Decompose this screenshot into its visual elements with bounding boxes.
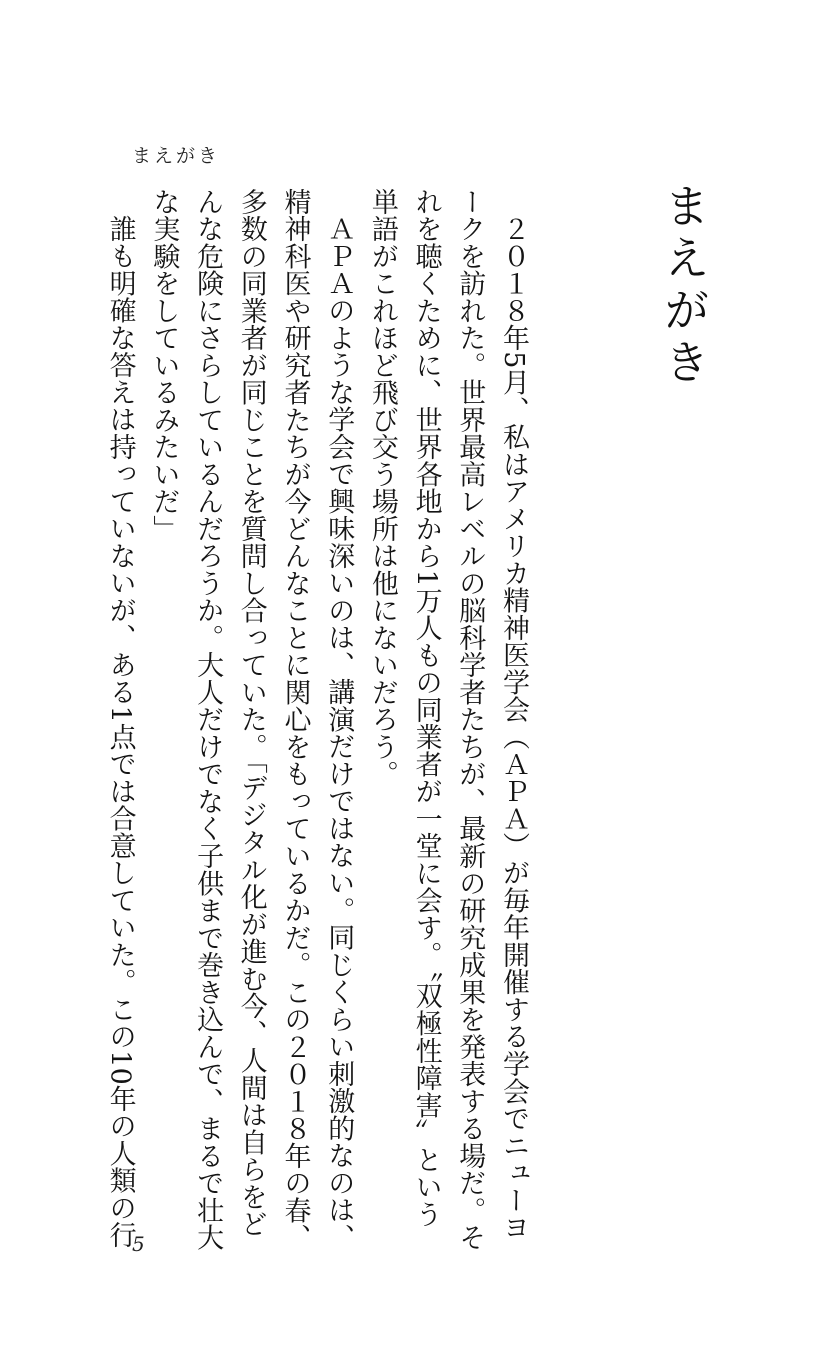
- text-line: 多数の同業者が同じことを質問し合っていた。「デジタル化が進む今、人間は自らをど: [235, 188, 267, 1238]
- text-line: んな危険にさらしているんだろうか。大人だけでなく子供まで巻き込んで、まるで壮大: [192, 188, 224, 1252]
- paragraph-3: [98, 188, 142, 1249]
- text-line: 精神科医や研究者たちが今どんなことに関心をもっているかだ。この２０１８年の春、: [279, 188, 311, 1252]
- running-header: まえがき: [132, 145, 221, 167]
- chapter-title: まえがき: [657, 182, 711, 390]
- text-line: れを聴くために、世界各地から1万人もの同業者が一堂に会す。〝双極性障害〟という: [410, 188, 442, 1228]
- text-line: ークを訪れた。世界最高レベルの脳科学者たちが、最新の研究成果を発表する場だ。そ: [454, 188, 486, 1252]
- body-text: [98, 188, 535, 1252]
- text-line: 誰も明確な答えは持っていないが、ある1点では合意していた。この10年の人類の行: [104, 215, 136, 1249]
- paragraph-1: [360, 188, 535, 1252]
- text-line: ２０１８年5月、私はアメリカ精神医学会（ＡＰＡ）が毎年開催する学会でニューヨ: [498, 215, 529, 1242]
- text-line: な実験をしているみたいだ」: [148, 188, 180, 543]
- paragraph-2: [142, 188, 361, 1252]
- text-line: ＡＰＡのような学会で興味深いのは、講演だけではない。同じくらい刺激的なのは、: [323, 215, 355, 1251]
- page-number: 5: [132, 1232, 145, 1256]
- text-line: 単語がこれほど飛び交う場所は他にないだろう。: [366, 188, 398, 788]
